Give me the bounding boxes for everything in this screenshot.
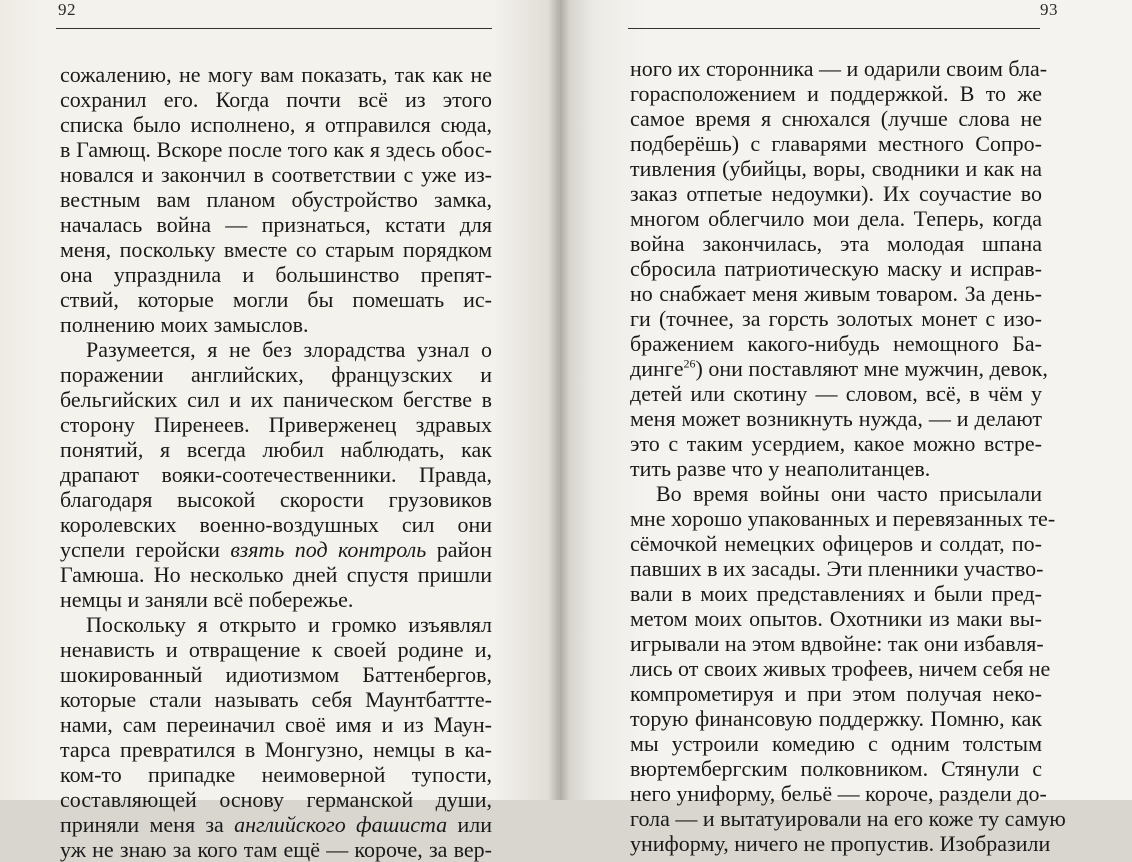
text-line: торую финансовую поддержку. Помню, как bbox=[630, 706, 1042, 731]
text-line: детей или скотину — словом, всё, в чём у bbox=[630, 381, 1042, 406]
text-line: подберёшь) с главарями местного Сопро- bbox=[630, 131, 1042, 156]
text-line: сохранил его. Когда почти всё из этого bbox=[60, 87, 492, 112]
text-line: горасположением и поддержкой. В то же bbox=[630, 81, 1042, 106]
page-number: 93 bbox=[1040, 0, 1058, 19]
text-line: павших в их засады. Эти пленники участво- bbox=[630, 556, 1044, 581]
text-line: мне хорошо упакованных и перевязанных те- bbox=[630, 506, 1056, 531]
text-line: шокированный идиотизмом Баттенбергов, bbox=[60, 662, 492, 687]
text-line: вестным вам планом обустройство замка, bbox=[60, 187, 492, 212]
text-span: ) они поставляют мне мужчин, девок, bbox=[695, 356, 1048, 381]
page-text bbox=[60, 62, 492, 862]
text-line: королевских военно-воздушных сил они bbox=[60, 512, 492, 537]
text-line: драпают вояки-соотечественники. Правда, bbox=[60, 462, 492, 487]
text-line: Поскольку я открыто и громко изъявлял bbox=[86, 612, 492, 637]
text-span: дингe bbox=[630, 356, 684, 381]
text-line: списка было исполнено, я отправился сюда, bbox=[60, 112, 492, 137]
text-line: война закончилась, эта молодая шпана bbox=[630, 231, 1042, 256]
book-spine-shadow bbox=[548, 0, 570, 800]
right-page bbox=[560, 0, 1132, 856]
text-line: лись от своих живых трофеев, ничем себя не bbox=[630, 656, 1051, 681]
text-line: благодаря высокой скорости грузовиков bbox=[60, 487, 492, 512]
text-line: него униформу, бельё — короче, раздели до- bbox=[630, 781, 1047, 806]
text-line: компрометируя и при этом получая неко- bbox=[630, 681, 1042, 706]
text-line: метом моих опытов. Охотники из маки вы- bbox=[630, 606, 1042, 631]
text-line bbox=[60, 537, 492, 562]
text-line: уж не знаю за кого там ещё — короче, за вер- bbox=[60, 837, 492, 862]
text-line: гола — и вытатуировали на его коже ту самую bbox=[630, 806, 1066, 831]
text-line: меня может возникнуть нужда, — и делают bbox=[630, 406, 1042, 431]
text-line: полнению моих замыслов. bbox=[60, 312, 309, 337]
text-line: бражением какого-нибудь немощного Ба- bbox=[630, 331, 1042, 356]
page-text bbox=[630, 56, 1066, 856]
italic-text: взять под контроль bbox=[230, 537, 427, 562]
left-page bbox=[0, 0, 560, 862]
text-line: вюртембергским полковником. Стянули с bbox=[630, 756, 1042, 781]
text-line: игрывали на этом вдвойне: так они избавля- bbox=[630, 631, 1044, 656]
text-line: сёмочкой немецких офицеров и солдат, по- bbox=[630, 531, 1042, 556]
text-line: тарса превратился в Монгузно, немцы в ка- bbox=[60, 737, 492, 762]
text-line: ненависть и отвращение к своей родине и, bbox=[60, 637, 492, 662]
text-span: или bbox=[457, 812, 492, 837]
text-line: сбросила патриотическую маску и исправ- bbox=[630, 256, 1042, 281]
text-line: Во время войны они часто присылали bbox=[656, 481, 1042, 506]
text-line: которые стали называть себя Маунтбаттте- bbox=[60, 687, 492, 712]
text-line: тить разве что у неаполитанцев. bbox=[630, 456, 931, 481]
text-line bbox=[60, 812, 492, 837]
page-number: 92 bbox=[58, 0, 76, 19]
text-line: но снабжает меня живым товаром. За день- bbox=[630, 281, 1042, 306]
text-line: самое время я снюхался (лучше слова не bbox=[630, 106, 1042, 131]
text-line: сторону Пиренеев. Приверженец здравых bbox=[60, 412, 492, 437]
text-line: вали в моих представлениях и были пред- bbox=[630, 581, 1042, 606]
text-line: Гамюша. Но несколько дней спустя пришли bbox=[60, 562, 492, 587]
text-line: это с таким усердием, какое можно встре- bbox=[630, 431, 1042, 456]
text-span: район bbox=[436, 537, 492, 562]
header-rule bbox=[628, 28, 1040, 29]
text-line: бельгийских сил и их паническом бегстве в bbox=[60, 387, 492, 412]
text-line: в Гамющ. Вскоре после того как я здесь обос- bbox=[60, 137, 492, 162]
text-line: ги (точнее, за горсть золотых монет с изо- bbox=[630, 306, 1042, 331]
text-line: новался и закончил в соответствии с уже из- bbox=[60, 162, 492, 187]
text-line: ком-то припадке неимоверной тупости, bbox=[60, 762, 492, 787]
text-line: поражении английских, французских и bbox=[60, 362, 492, 387]
text-line: Разумеется, я не без злорадства узнал о bbox=[86, 337, 492, 362]
text-line: мы устроили комедию с одним толстым bbox=[630, 731, 1042, 756]
italic-text: английского фашиста bbox=[234, 812, 448, 837]
footnote-marker: 26 bbox=[683, 356, 696, 371]
text-line: ствий, которые могли бы помешать ис- bbox=[60, 287, 492, 312]
text-line: составляющей основу германской души, bbox=[60, 787, 492, 812]
text-line: многом облегчило мои дела. Теперь, когда bbox=[630, 206, 1042, 231]
text-line: немцы и заняли всё побережье. bbox=[60, 587, 354, 612]
text-line: униформу, ничего не пропустив. Изобразили bbox=[630, 831, 1051, 856]
text-line: тивления (убийцы, воры, сводники и как на bbox=[630, 156, 1042, 181]
text-line: заказ отпетые недоумки). Их соучастие во bbox=[630, 181, 1042, 206]
text-line: меня, поскольку вместе со старым порядком bbox=[60, 237, 492, 262]
header-rule bbox=[56, 28, 492, 29]
text-span: успели геройски bbox=[60, 537, 220, 562]
text-line: она упразднила и большинство препят- bbox=[60, 262, 492, 287]
text-line: ного их сторонника — и одарили своим бла- bbox=[630, 56, 1048, 81]
text-line: сожалению, не могу вам показать, так как не bbox=[60, 62, 492, 87]
text-line: нами, сам переиначил своё имя и из Маун- bbox=[60, 712, 492, 737]
text-line: понятий, я всегда любил наблюдать, как bbox=[60, 437, 492, 462]
text-line bbox=[630, 356, 1048, 381]
text-line: началась война — признаться, кстати для bbox=[60, 212, 492, 237]
text-span: приняли меня за bbox=[60, 812, 224, 837]
